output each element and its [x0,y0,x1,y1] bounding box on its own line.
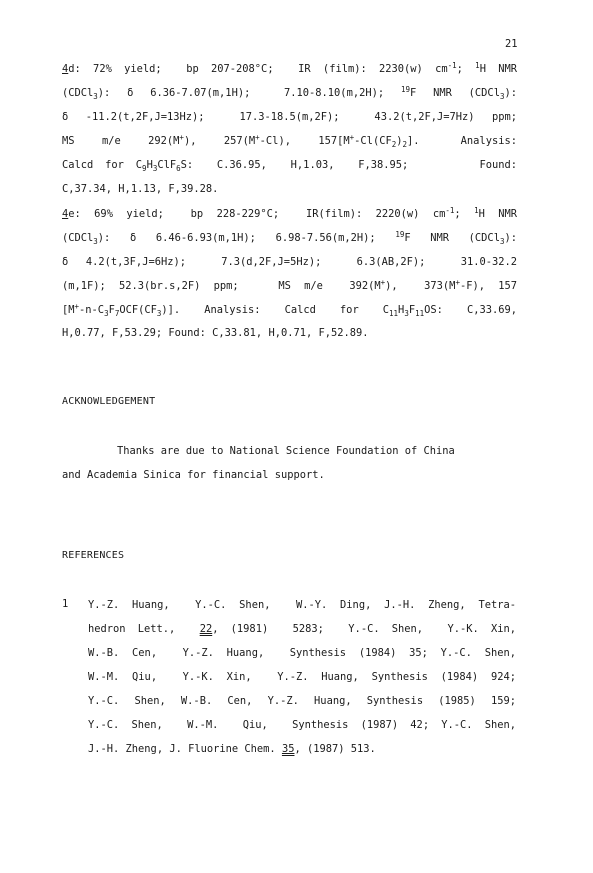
reference-line-6: Y.-C. Shen, W.-M. Qiu, Synthesis (1987) 42; Y.-C. Shen, [88,719,516,731]
compound-4e-line-3: δ 4.2(t,3F,J=6Hz); 7.3(d,2F,J=5Hz); 6.3(AB,2F); 31.0-32.2 [62,256,517,268]
reference-line-2: hedron Lett., 22, (1981) 5283; Y.-C. Shen, Y.-K. Xin, [88,623,516,635]
references-heading: REFERENCES [62,550,125,561]
reference-line-7: J.-H. Zheng, J. Fluorine Chem. 35, (1987) 513. [88,743,376,755]
compound-4e-line-4: (m,1F); 52.3(br.s,2F) ppm; MS m/e 392(M+), 373(M+-F), 157 [62,278,517,292]
compound-4d-line-4: MS m/e 292(M+), 257(M+-Cl), $157[M^+-Cl(CF_2)_2]$. Analysis: [62,133,517,149]
compound-4e-line-1: 4e: 69% yield; bp 228-229°C; IR(film): 2220(w) $cm^{-1}$; $^1$H NMR [62,206,518,220]
compound-4d-line-3: δ -11.2(t,2F,J=13Hz); 17.3-18.5(m,2F); 43.2(t,2F,J=7Hz) ppm; [62,111,517,123]
compound-4d-line-1: 4d: 72% yield; bp 207-208°C; IR (film): 2230(w) $cm^{-1}$; $^1$H NMR [62,61,517,75]
acknowledgement-heading: ACKNOWLEDGEMENT [62,396,156,407]
compound-4d-line-6: C,37.34, H,1.13, F,39.28. [62,183,219,195]
reference-line-4: W.-M. Qiu, Y.-K. Xin, Y.-Z. Huang, Synthesis (1984) 924; [88,671,516,683]
page-number: 21 [505,38,518,50]
reference-line-1: Y.-Z. Huang, Y.-C. Shen, W.-Y. Ding, J.-H. Zheng, Tetra- [88,599,516,611]
reference-line-3: W.-B. Cen, Y.-Z. Huang, Synthesis (1984) 35; Y.-C. Shen, [88,647,516,659]
acknowledgement-line-2: and Academia Sinica for financial support. [62,469,325,481]
acknowledgement-line-1: Thanks are due to National Science Foundation of China [117,445,455,457]
reference-number: 1 [62,598,69,610]
compound-4e-line-5: $[M^+-n-C_3F_7OCF(CF_3)]$. Analysis: Calcd for $C_{11}H_3F_{11}OS$: C,33.69, [62,302,517,318]
compound-4d-line-5: Calcd for $C_9H_3ClF_6S$: C.36.95, H,1.03, F,38.95; Found: [62,159,517,173]
compound-4e-line-2: (CDCl$_3$): δ 6.46-6.93(m,1H); 6.98-7.56(m,2H); $^{19}$F NMR (CDCl$_3$): [62,230,517,246]
compound-4e-line-6: H,0.77, F,53.29; Found: C,33.81, H,0.71, F,52.89. [62,327,369,339]
reference-line-5: Y.-C. Shen, W.-B. Cen, Y.-Z. Huang, Synthesis (1985) 159; [88,695,516,707]
compound-4d-line-2: (CDCl$_3$): δ 6.36-7.07(m,1H); 7.10-8.10(m,2H); $^{19}$F NMR (CDCl$_3$): [62,85,517,101]
